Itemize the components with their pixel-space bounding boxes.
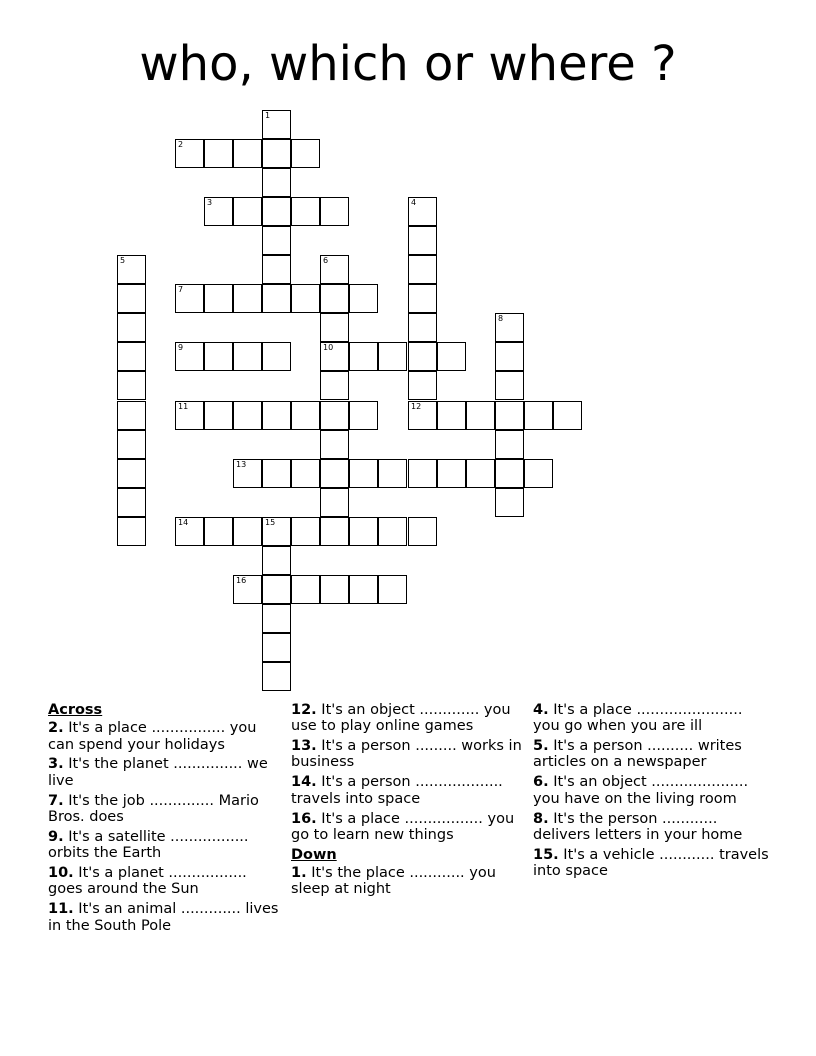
grid-cell[interactable] (495, 430, 524, 459)
clue-text: It's a satellite ................. orbits the Earth (48, 828, 249, 862)
grid-cell[interactable] (408, 459, 437, 488)
clue-item (291, 865, 527, 898)
clue-number: 15 (265, 518, 276, 527)
grid-cell[interactable] (408, 517, 437, 546)
grid-cell[interactable] (117, 284, 146, 313)
grid-cell[interactable] (262, 197, 291, 226)
grid-cell[interactable] (204, 284, 233, 313)
grid-cell[interactable] (408, 342, 437, 371)
grid-cell[interactable] (320, 313, 349, 342)
clue-number-label: 10. (48, 865, 74, 882)
grid-cell[interactable] (233, 197, 262, 226)
grid-cell[interactable] (408, 197, 437, 226)
grid-cell[interactable] (291, 517, 320, 546)
grid-cell[interactable] (233, 459, 262, 488)
clue-number: 7 (178, 285, 184, 294)
grid-cell[interactable] (117, 488, 146, 517)
clue-item (533, 702, 769, 735)
clue-number-label: 12. (291, 702, 317, 718)
grid-cell[interactable] (408, 401, 437, 430)
clue-text: It's a person ................... travels into space (291, 774, 503, 807)
grid-cell[interactable] (495, 313, 524, 342)
clue-number: 13 (236, 460, 247, 469)
grid-cell[interactable] (291, 459, 320, 488)
grid-cell[interactable] (117, 430, 146, 459)
clue-number: 10 (323, 343, 334, 352)
grid-cell[interactable] (262, 401, 291, 430)
grid-cell[interactable] (204, 197, 233, 226)
clue-text: It's a person .......... writes articles on a newspaper (533, 738, 742, 771)
grid-cell[interactable] (320, 284, 349, 313)
grid-cell[interactable] (349, 284, 378, 313)
clues-column-3 (533, 702, 769, 883)
grid-cell[interactable] (378, 459, 407, 488)
grid-cell[interactable] (262, 575, 291, 604)
grid-cell[interactable] (117, 459, 146, 488)
grid-cell[interactable] (553, 401, 582, 430)
across-clue-list-continued (291, 702, 527, 843)
across-heading: Across (48, 702, 103, 718)
grid-cell[interactable] (117, 371, 146, 400)
clue-number: 6 (323, 256, 329, 265)
clue-number: 12 (411, 402, 422, 411)
clue-number-label: 16. (291, 810, 317, 827)
grid-cell[interactable] (204, 342, 233, 371)
grid-cell[interactable] (233, 139, 262, 168)
grid-cell[interactable] (117, 313, 146, 342)
grid-cell[interactable] (408, 371, 437, 400)
clue-item (291, 811, 527, 844)
clue-number: 1 (265, 111, 271, 120)
grid-cell[interactable] (349, 575, 378, 604)
grid-cell[interactable] (262, 459, 291, 488)
clue-text: It's a planet ................. goes around the Sun (48, 865, 247, 898)
clue-item (291, 702, 527, 735)
clue-number-label: 8. (533, 810, 549, 827)
clue-item (48, 793, 284, 826)
grid-cell[interactable] (204, 401, 233, 430)
clue-text: It's the job .............. Mario Bros. does (48, 792, 259, 825)
clue-number-label: 15. (533, 846, 559, 863)
grid-cell[interactable] (320, 575, 349, 604)
grid-cell[interactable] (320, 342, 349, 371)
grid-cell[interactable] (320, 371, 349, 400)
grid-cell[interactable] (175, 284, 204, 313)
clue-text: It's an object ..................... you have on the living room (533, 774, 749, 807)
grid-cell[interactable] (437, 459, 466, 488)
clue-text: It's a person ......... works in business (291, 738, 522, 771)
grid-cell[interactable] (262, 546, 291, 575)
grid-cell[interactable] (262, 110, 291, 139)
clue-text: It's the planet ............... we live (48, 756, 268, 789)
clue-item (533, 738, 769, 771)
clue-number: 14 (178, 518, 189, 527)
clue-number-label: 1. (291, 865, 307, 882)
grid-cell[interactable] (320, 430, 349, 459)
grid-cell[interactable] (524, 459, 553, 488)
clue-number-label: 7. (48, 792, 64, 809)
grid-cell[interactable] (262, 168, 291, 197)
clue-item (48, 901, 284, 934)
grid-cell[interactable] (320, 459, 349, 488)
grid-cell[interactable] (437, 401, 466, 430)
grid-cell[interactable] (495, 488, 524, 517)
grid-cell[interactable] (175, 517, 204, 546)
clue-number-label: 6. (533, 774, 549, 791)
clue-number: 9 (178, 343, 184, 352)
clue-item (48, 829, 284, 862)
grid-cell[interactable] (524, 401, 553, 430)
grid-cell[interactable] (233, 575, 262, 604)
grid-cell[interactable] (349, 342, 378, 371)
page-title: who, which or where ? (139, 36, 677, 92)
grid-cell[interactable] (175, 401, 204, 430)
clue-number: 4 (411, 198, 417, 207)
grid-cell[interactable] (291, 401, 320, 430)
clue-text: It's a place ....................... you go when you are ill (533, 702, 743, 735)
grid-cell[interactable] (233, 517, 262, 546)
clue-item (291, 738, 527, 771)
clue-number: 2 (178, 140, 184, 149)
clue-number-label: 3. (48, 756, 64, 773)
grid-cell[interactable] (408, 226, 437, 255)
grid-cell[interactable] (262, 284, 291, 313)
clue-item (533, 811, 769, 844)
grid-cell[interactable] (320, 197, 349, 226)
grid-cell[interactable] (437, 342, 466, 371)
clue-number-label: 4. (533, 702, 549, 718)
grid-cell[interactable] (117, 255, 146, 284)
grid-cell[interactable] (291, 197, 320, 226)
clue-item (48, 756, 284, 789)
clue-number-label: 11. (48, 901, 74, 918)
grid-cell[interactable] (495, 459, 524, 488)
clue-text: It's an animal ............. lives in the South Pole (48, 901, 279, 934)
grid-cell[interactable] (495, 371, 524, 400)
clues-column-2 (291, 702, 527, 901)
clue-number-label: 13. (291, 738, 317, 755)
grid-cell[interactable] (204, 139, 233, 168)
clue-number-label: 9. (48, 828, 64, 845)
down-clue-list (291, 865, 527, 898)
grid-cell[interactable] (466, 459, 495, 488)
grid-cell[interactable] (175, 139, 204, 168)
grid-cell[interactable] (233, 284, 262, 313)
clue-text: It's an object ............. you use to play online games (291, 702, 511, 735)
clue-text: It's the place ............ you sleep at night (291, 865, 496, 898)
clue-number: 11 (178, 402, 189, 411)
clue-number-label: 2. (48, 720, 64, 737)
grid-cell[interactable] (233, 342, 262, 371)
clue-number-label: 5. (533, 738, 549, 755)
grid-cell[interactable] (378, 342, 407, 371)
clue-number: 8 (498, 314, 504, 323)
grid-cell[interactable] (291, 284, 320, 313)
grid-cell[interactable] (495, 342, 524, 371)
clues-column-1 (48, 702, 284, 937)
grid-cell[interactable] (262, 342, 291, 371)
grid-cell[interactable] (495, 401, 524, 430)
clue-number-label: 14. (291, 774, 317, 791)
grid-cell[interactable] (408, 313, 437, 342)
clue-item (533, 847, 769, 880)
grid-cell[interactable] (320, 401, 349, 430)
grid-cell[interactable] (291, 139, 320, 168)
clue-item (291, 774, 527, 807)
grid-cell[interactable] (320, 517, 349, 546)
grid-cell[interactable] (204, 517, 233, 546)
clue-item (533, 774, 769, 807)
clue-item (48, 865, 284, 898)
grid-cell[interactable] (262, 517, 291, 546)
clue-text: It's a place ................. you go to learn new things (291, 810, 515, 843)
across-clue-list (48, 720, 284, 934)
grid-cell[interactable] (378, 517, 407, 546)
clue-number: 16 (236, 576, 247, 585)
grid-cell[interactable] (349, 401, 378, 430)
grid-cell[interactable] (117, 517, 146, 546)
grid-cell[interactable] (320, 255, 349, 284)
grid-cell[interactable] (262, 139, 291, 168)
grid-cell[interactable] (466, 401, 495, 430)
down-clue-list-continued (533, 702, 769, 879)
grid-cell[interactable] (408, 284, 437, 313)
grid-cell[interactable] (233, 401, 262, 430)
grid-cell[interactable] (349, 517, 378, 546)
grid-cell[interactable] (262, 633, 291, 662)
clue-number: 3 (207, 198, 213, 207)
clue-item (48, 720, 284, 753)
clue-number: 5 (120, 256, 126, 265)
grid-cell[interactable] (262, 604, 291, 633)
grid-cell[interactable] (408, 255, 437, 284)
grid-cell[interactable] (262, 226, 291, 255)
grid-cell[interactable] (291, 575, 320, 604)
grid-cell[interactable] (117, 401, 146, 430)
grid-cell[interactable] (378, 575, 407, 604)
grid-cell[interactable] (117, 342, 146, 371)
grid-cell[interactable] (349, 459, 378, 488)
clue-text: It's a vehicle ............ travels into space (533, 846, 769, 880)
clue-text: It's a place ................ you can spend your holidays (48, 720, 257, 753)
down-heading: Down (291, 846, 337, 863)
grid-cell[interactable] (175, 342, 204, 371)
clue-text: It's the person ............ delivers letters in your home (533, 810, 743, 843)
grid-cell[interactable] (320, 488, 349, 517)
grid-cell[interactable] (262, 662, 291, 691)
grid-cell[interactable] (262, 255, 291, 284)
